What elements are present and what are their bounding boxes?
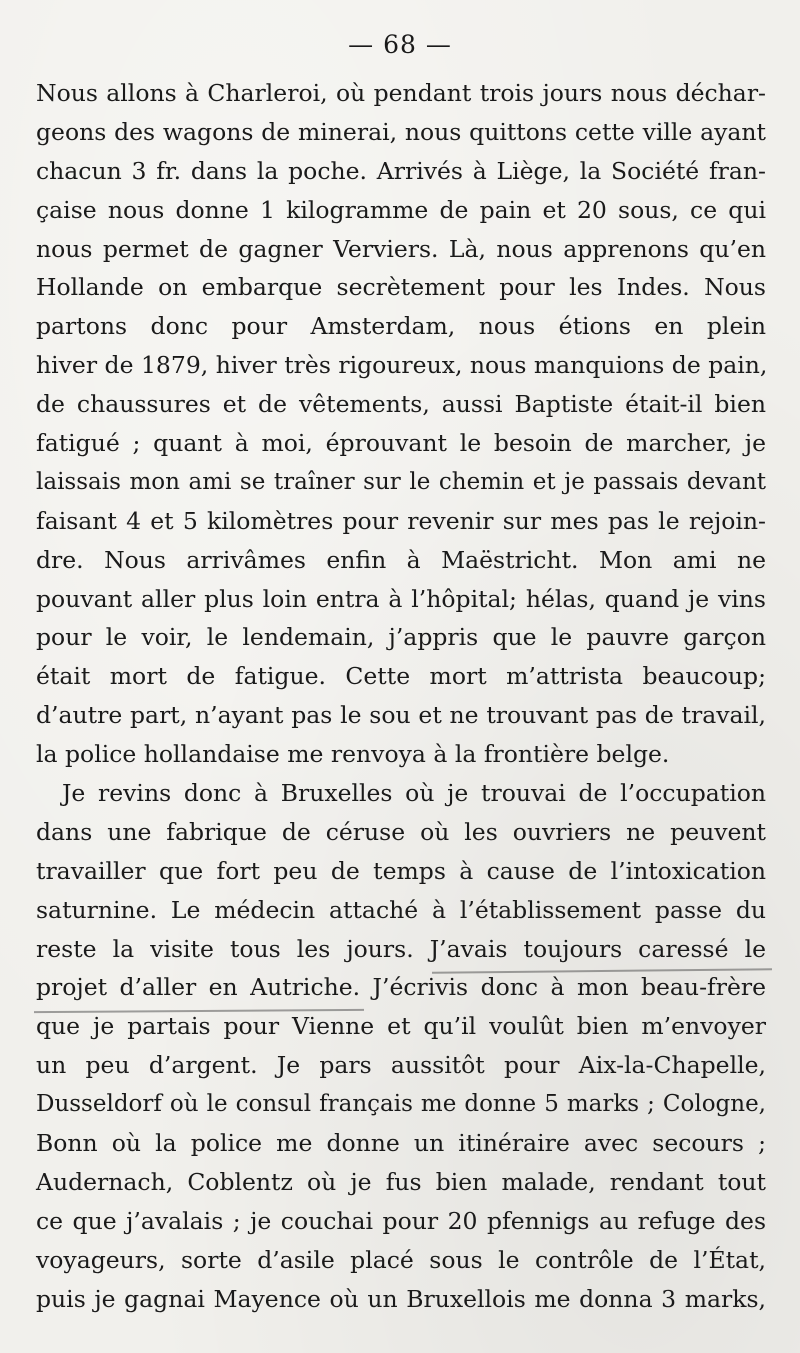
text-line: partons donc pour Amsterdam, nous étions en plein (36, 312, 766, 341)
text-line: un peu d’argent. Je pars aussitôt pour Aix-la-Chapelle, (36, 1051, 766, 1080)
text-line: dans une fabrique de céruse où les ouvriers ne peuvent (36, 817, 766, 846)
text-line: Bonn où la police me donne un itinéraire avec secours ; (36, 1129, 766, 1158)
text-line: pour le voir, le lendemain, j’appris que le pauvre garçon (36, 623, 766, 652)
text-line: que je partais pour Vienne et qu’il voulût bien m’envoyer (36, 1012, 766, 1041)
text-line: était mort de fatigue. Cette mort m’attrista beaucoup; (36, 662, 766, 691)
text-line: la police hollandaise me renvoya à la frontière belge. (36, 740, 670, 769)
page-number: — 68 — (348, 30, 452, 59)
text-line: puis je gagnai Mayence où un Bruxellois me donna 3 marks, (36, 1284, 766, 1313)
text-line: voyageurs, sorte d’asile placé sous le contrôle de l’État, (36, 1245, 766, 1274)
paragraph-2 (36, 774, 766, 1318)
text-line: Je revins donc à Bruxelles où je trouvai de l’occupation (62, 779, 766, 808)
text-line: faisant 4 et 5 kilomètres pour revenir sur mes pas le rejoin- (36, 506, 766, 535)
text-line: Nous allons à Charleroi, où pendant trois jours nous déchar- (36, 79, 766, 107)
text-line: saturnine. Le médecin attaché à l’établissement passe du (36, 895, 766, 924)
text-line: d’autre part, n’ayant pas le sou et ne trouvant pas de travail, (36, 701, 766, 730)
text-line: dre. Nous arrivâmes enfin à Maëstricht. Mon ami ne (36, 545, 766, 574)
text-line: de chaussures et de vêtements, aussi Baptiste était-il bien (36, 390, 766, 419)
text-line: laissais mon ami se traîner sur le chemin et je passais devant (36, 468, 766, 495)
text-line: reste la visite tous les jours. J’avais toujours caressé le (36, 934, 766, 963)
text-line: ce que j’avalais ; je couchai pour 20 pfennigs au refuge des (36, 1206, 766, 1235)
text-line: Hollande on embarque secrètement pour les Indes. Nous (36, 273, 766, 302)
text-line: projet d’aller en Autriche. J’écrivis donc à mon beau-frère (36, 973, 766, 1002)
text-line: hiver de 1879, hiver très rigoureux, nous manquions de pain, (36, 351, 768, 380)
body-text (36, 74, 766, 1319)
text-line: travailler que fort peu de temps à cause de l’intoxication (36, 856, 766, 885)
text-line: geons des wagons de minerai, nous quittons cette ville ayant (36, 117, 766, 146)
paragraph-1 (36, 74, 766, 774)
text-line: chacun 3 fr. dans la poche. Arrivés à Liège, la Société fran- (36, 156, 766, 185)
text-line: çaise nous donne 1 kilogramme de pain et 20 sous, ce qui (36, 195, 766, 224)
text-line: Audernach, Coblentz où je fus bien malade, rendant tout (36, 1167, 766, 1196)
text-line: fatigué ; quant à moi, éprouvant le besoin de marcher, je (36, 429, 766, 458)
text-line: Dusseldorf où le consul français me donne 5 marks ; Cologne, (36, 1091, 766, 1118)
text-line: pouvant aller plus loin entra à l’hôpital; hélas, quand je vins (36, 584, 766, 613)
text-line: nous permet de gagner Verviers. Là, nous apprenons qu’en (36, 234, 766, 263)
